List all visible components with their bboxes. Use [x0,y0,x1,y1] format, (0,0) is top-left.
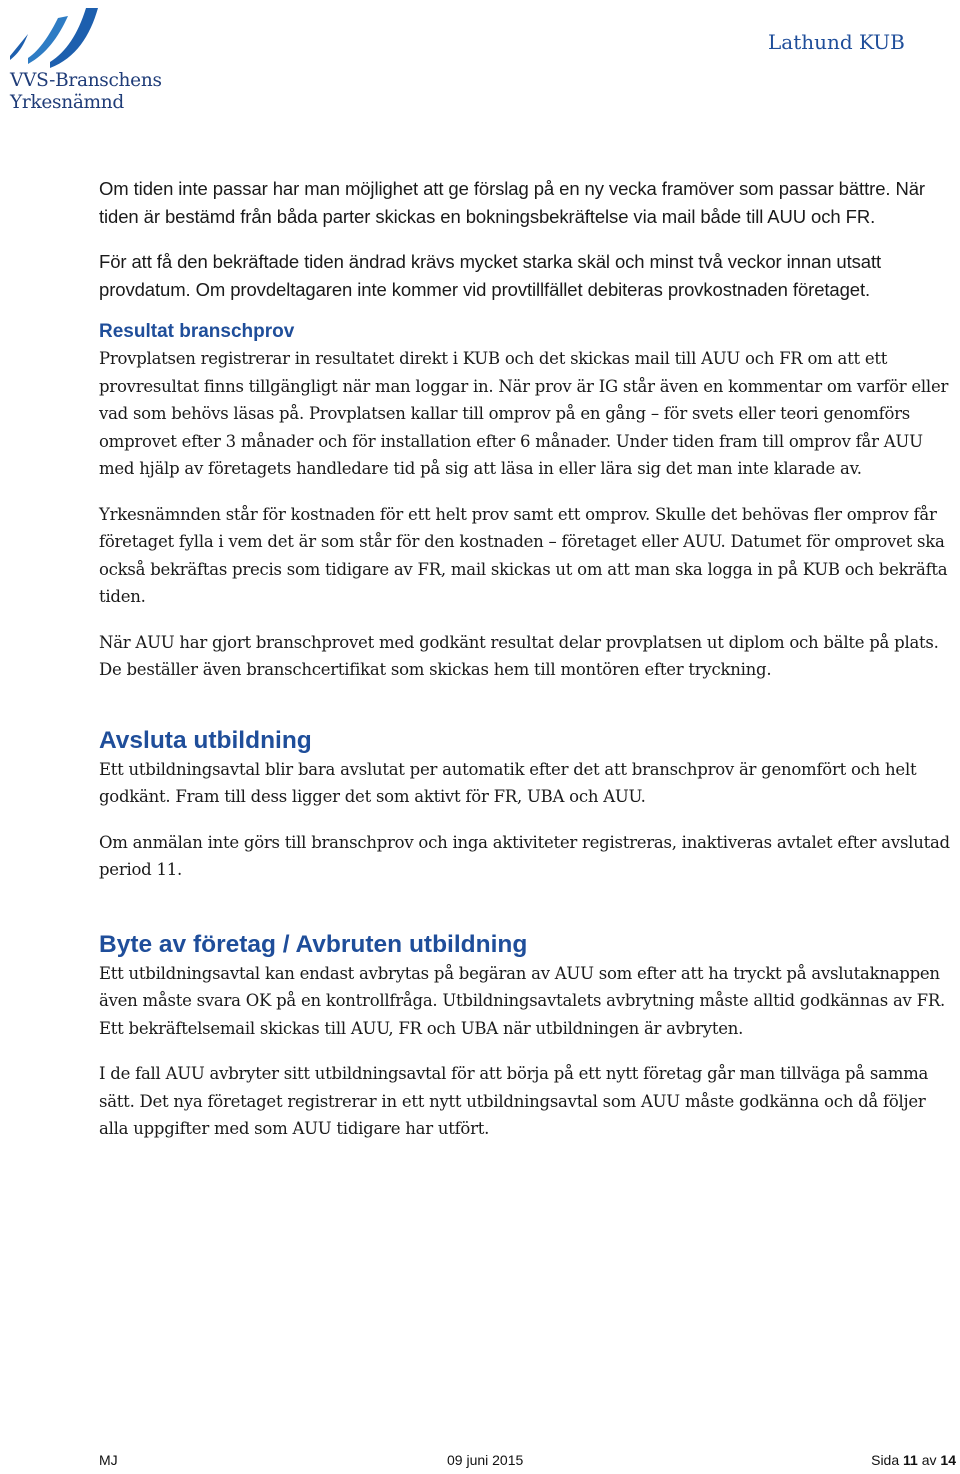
heading-avsluta-utbildning: Avsluta utbildning [99,726,312,754]
page-content [99,175,959,1143]
footer-page-number [871,1452,956,1468]
paragraph-new-company: I de fall AUU avbryter sitt utbildningsavtal för att börja på ett nytt företag går man tillväga på samma sätt. Det nya företaget registrerar in ett nytt utbildningsavtal som AUU måste godkänna och då följer alla uppgifter med som AUU tidigare har utfört. [99,1064,929,1138]
footer-author: MJ [99,1452,118,1468]
paragraph-result: Provplatsen registrerar in resultatet direkt i KUB och det skickas mail till AUU och FR om att ett provresultat finns tillgängligt när man loggar in. När prov är IG står även en kommentar om varför eller vad som behövs läsas på. Provplatsen kallar till omprov på en gång – för svets eller teori genomförs omprovet efter 3 månader och för installation efter 6 månader. Under tiden fram till omprov får AUU med hjälp av företagets handledare tid på sig att läsa in eller lära sig det man inte klarade av. [99,349,949,478]
paragraph-inactivate: Om anmälan inte görs till branschprov och inga aktiviteter registreras, inaktiveras avtalet efter avslutad period 11. [99,832,950,879]
heading-byte-av-foretag: Byte av företag / Avbruten utbildning [99,930,528,958]
paragraph-auto-close: Ett utbildningsavtal blir bara avslutat per automatik efter det att branschprov är genomfört och helt godkänt. Fram till dess ligger det som aktivt för FR, UBA och AUU. [99,759,917,806]
organization-logo [6,4,166,114]
paragraph-change-time-a: För att få den bekräftade tiden ändrad krävs mycket starka skäl och minst två veckor innan utsatt provdatum. [99,251,882,300]
org-name-line1: VVS-Branschens [10,70,162,91]
vvs-logo-mark-icon [6,4,106,70]
footer-date: 09 juni 2015 [447,1452,524,1468]
org-name-line2: Yrkesnämnd [10,92,124,113]
footer-of-label: av [921,1452,937,1468]
paragraph-change-time [99,248,959,303]
paragraph-cost: Yrkesnämnden står för kostnaden för ett helt prov samt ett omprov. Skulle det behövas fler omprov får företaget fylla i vem det är som står för den kostnaden – företaget eller AUU. Datumet för omprovet ska också bekräftas precis som tidigare av FR, mail skickas ut om att man ska logga in på KUB och bekräfta tiden. [99,504,948,606]
paragraph-diploma: När AUU har gjort branschprovet med godkänt resultat delar provplatsen ut diplom och bälte på plats. De beställer även branschcertifikat som skickas hem till montören efter tryckning. [99,632,939,679]
paragraph-cancel: Ett utbildningsavtal kan endast avbrytas på begäran av AUU som efter att ha tryckt på avslutaknappen även måste svara OK på en kontrollfråga. Utbildningsavtalets avbrytning måste alltid godkännas av FR. Ett bekräftelsemail skickas till AUU, FR och UBA när utbildningen är avbryten. [99,963,945,1038]
footer-page-total: 14 [940,1452,956,1468]
footer-page-label: Sida [871,1452,900,1468]
paragraph-change-time-b: Om provdeltagaren inte kommer vid provtillfället debiteras provkostnaden företaget. [190,278,871,300]
page-footer [99,1452,956,1472]
paragraph-rebook-time: Om tiden inte passar har man möjlighet att ge förslag på en ny vecka framöver som passar bättre. När tiden är bestämd från båda parter skickas en bokningsbekräftelse via mail både till AUU och FR. [99,178,925,227]
heading-resultat-branschprov: Resultat branschprov [99,321,295,342]
document-title: Lathund KUB [768,30,905,54]
footer-page-current: 11 [903,1452,918,1468]
